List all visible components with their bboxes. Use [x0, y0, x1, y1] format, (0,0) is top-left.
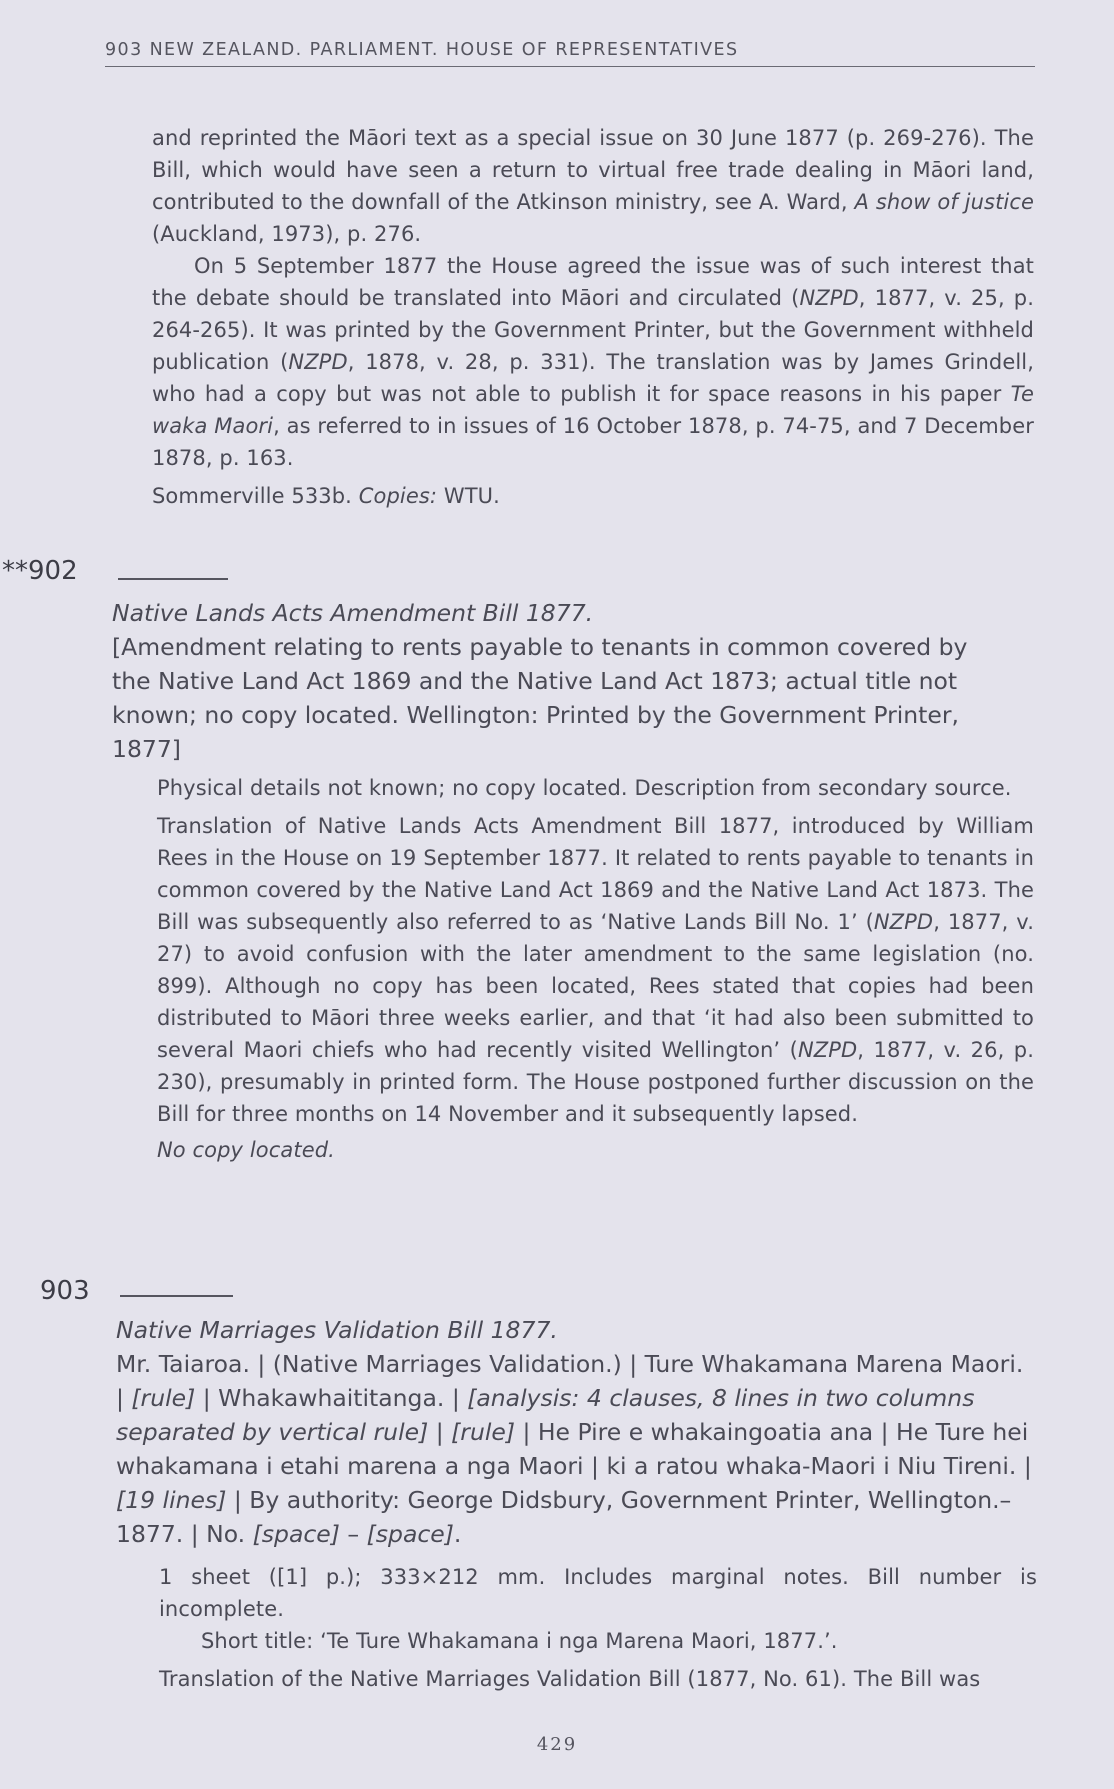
physical-description: Physical details not known; no copy located. Description from secondary source. — [157, 776, 1012, 800]
editorial-note: [space] — [252, 1520, 340, 1548]
entry-dash — [120, 1295, 233, 1297]
note-paragraph — [157, 810, 1034, 1130]
text: and reprinted the Māori text as a special issue on 30 June 1877 (p. 269-276). The Bill, which would have seen a return to virtual free trade dealing in Māori land, contributed to the downfall of the Atkinson ministry, see A. Ward, — [152, 126, 1034, 214]
entry-902-heading — [112, 596, 997, 766]
entry-dash — [118, 578, 228, 580]
text: – — [339, 1520, 367, 1548]
citation: NZPD — [799, 286, 859, 310]
note-paragraph: Translation of the Native Marriages Validation Bill (1877, No. 61). The Bill was — [159, 1667, 981, 1691]
text: . — [453, 1520, 462, 1548]
text: , 1877, v. 25, p. 264-265). It was printed by the Government Printer, but the Government withheld publication ( — [152, 286, 1034, 374]
text: , as referred to in issues of 16 October 1878, p. 74-75, and 7 December 1878, p. 163. — [152, 414, 1034, 470]
text: | Whakawhaititanga. | — [195, 1384, 468, 1412]
editorial-note: [rule] — [131, 1384, 196, 1412]
text: (Auckland, 1973), p. 276. — [152, 222, 422, 246]
citation: NZPD — [797, 1038, 858, 1062]
editorial-note: [space] — [366, 1520, 454, 1548]
text: | By authority: George Didsbury, Government Printer, Wellington.–1877. | No. — [116, 1486, 1012, 1548]
text: Mr. Taiaroa. | (Native Marriages Validation.) | Ture Whakamana Marena Maori. | — [116, 1350, 1024, 1412]
page-number: 429 — [536, 1734, 578, 1755]
running-head: 903 NEW ZEALAND. PARLIAMENT. HOUSE OF REPRESENTATIVES — [105, 40, 1035, 67]
text: , 1877, v. 26, p. 230), presumably in printed form. The House postponed further discussion on the Bill for three months on 14 November and it subsequently lapsed. — [157, 1038, 1034, 1126]
entry-title: Native Lands Acts Amendment Bill 1877. — [112, 599, 594, 627]
editorial-note: [analysis: 4 clauses, 8 lines in two columns separated by vertical rule] — [116, 1384, 975, 1446]
editorial-note: [rule] — [451, 1418, 515, 1446]
editorial-note: [19 lines] — [116, 1486, 227, 1514]
entry-903-notes — [159, 1561, 1037, 1695]
text: On 5 September 1877 the House agreed the issue was of such interest that the debate should be translated into Māori and circulated ( — [152, 254, 1034, 310]
entry-903-heading — [116, 1313, 1034, 1551]
entry-transcription — [116, 1347, 1034, 1551]
text: WTU. — [437, 484, 500, 508]
note-paragraph — [152, 250, 1034, 474]
text: , 1878, v. 28, p. 331). The translation was by James Grindell, who had a copy but was not able to publish it for space reasons in his paper — [152, 350, 1034, 406]
text: | He Pire e whakaingoatia ana | He Ture hei whakamana i etahi marena a nga Maori | ki a ratou whaka-Maori i Niu Tireni. | — [116, 1418, 1032, 1480]
entry-901-notes — [152, 122, 1034, 512]
text: Sommerville 533b. — [152, 484, 359, 508]
book-title: A show of justice — [854, 190, 1034, 214]
text: , 1877, v. 27) to avoid confusion with the later amendment to the same legislation (no. 899). Although no copy has been located, Rees stated that copies had been distributed to Māori three weeks earlier, and that ‘it had also been submitted to several Maori chiefs who had recently visited Wellington’ ( — [157, 910, 1034, 1062]
entry-description: [Amendment relating to rents payable to tenants in common covered by the Native Land Act 1869 and the Native Land Act 1873; actual title not known; no copy located. Wellington: Printed by the Government Printer, 1877] — [112, 633, 968, 763]
short-title: Short title: ‘Te Ture Whakamana i nga Marena Maori, 1877.’. — [201, 1629, 838, 1653]
text: Translation of Native Lands Acts Amendment Bill 1877, introduced by William Rees in the House on 19 September 1877. It related to rents payable to tenants in common covered by the Native Land Act 1869 and the Native Land Act 1873. The Bill was subsequently also referred to as ‘Native Lands Bill No. 1’ ( — [157, 814, 1034, 934]
entry-number: **902 — [2, 556, 78, 586]
text: | — [428, 1418, 452, 1446]
note-paragraph — [152, 122, 1034, 250]
physical-description: 1 sheet ([1] p.); 333×212 mm. Includes marginal notes. Bill number is incomplete. — [159, 1565, 1037, 1621]
entry-number: 903 — [40, 1276, 90, 1306]
copies-line: No copy located. — [157, 1138, 335, 1162]
entry-title: Native Marriages Validation Bill 1877. — [116, 1316, 558, 1344]
copies-line — [152, 480, 1034, 512]
newspaper-title: Te waka Maori — [152, 382, 1034, 438]
citation: NZPD — [288, 350, 348, 374]
citation: NZPD — [873, 910, 934, 934]
copies-label: Copies: — [358, 484, 438, 508]
entry-902-notes — [157, 772, 1034, 1166]
